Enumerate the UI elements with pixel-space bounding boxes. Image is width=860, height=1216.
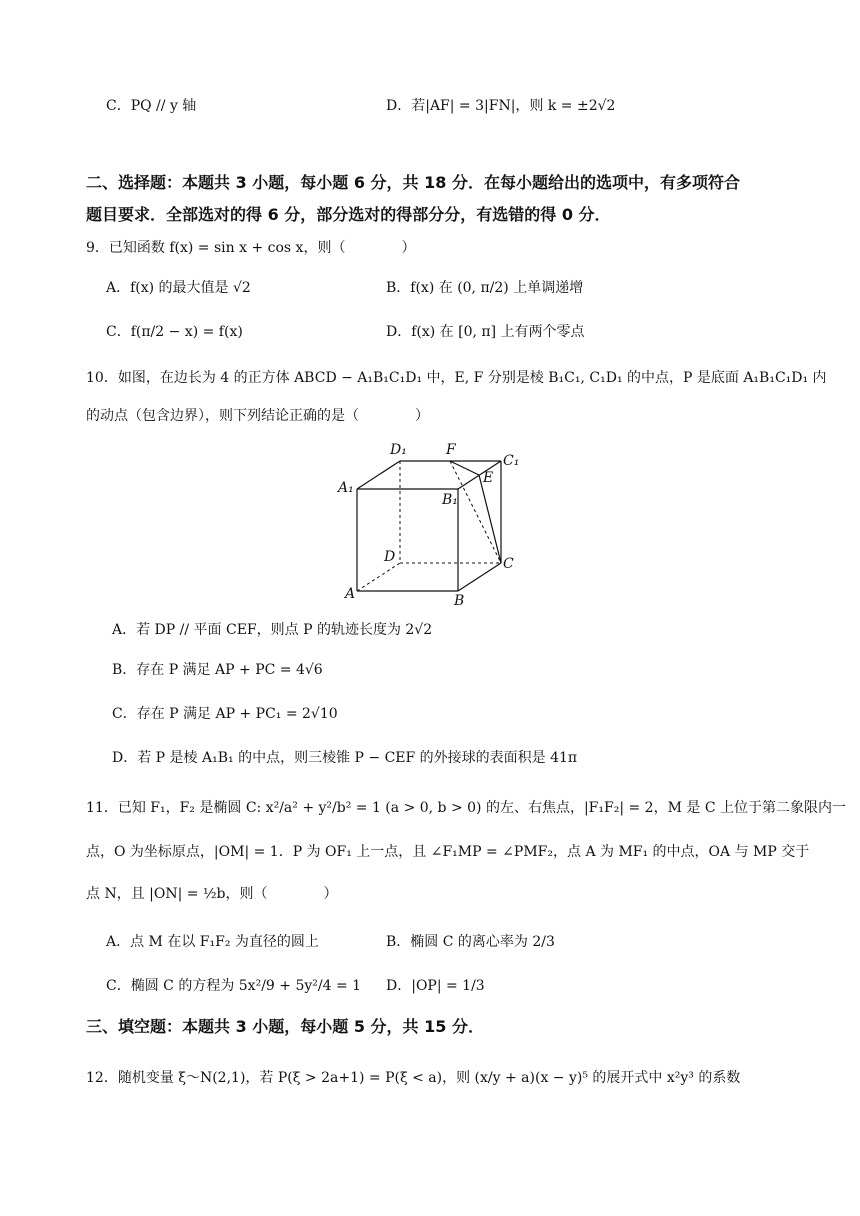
- q11-option-a: A．点 M 在以 F₁F₂ 为直径的圆上: [106, 934, 319, 950]
- label-a: A: [345, 586, 356, 602]
- segment-fe: [450, 461, 479, 475]
- q10-option-d: D．若 P 是棱 A₁B₁ 的中点，则三棱锥 P − CEF 的外接球的表面积是 41π: [112, 750, 578, 766]
- q9-stem: 9．已知函数 f(x) = sin x + cos x，则（ ）: [86, 240, 416, 256]
- edge-a1d1: [357, 461, 400, 489]
- hidden-edge-ad: [357, 563, 400, 591]
- q10-stem-line2: 的动点（包含边界），则下列结论正确的是（ ）: [86, 408, 429, 424]
- q12-stem: 12．随机变量 ξ～N(2,1)，若 P(ξ > 2a+1) = P(ξ < a)，则 (x/y + a)(x − y)⁵ 的展开式中 x²y³ 的系数: [86, 1070, 741, 1086]
- q10-option-b: B．存在 P 满足 AP + PC = 4√6: [112, 662, 323, 678]
- q11-stem-line2: 点，O 为坐标原点，|OM| = 1．P 为 OF₁ 上一点，且 ∠F₁MP = ∠PMF₂，点 A 为 MF₁ 的中点，OA 与 MP 交于: [86, 844, 810, 860]
- q11-option-d: D．|OP| = 1/3: [386, 978, 485, 994]
- section-2-heading-line2: 题目要求．全部选对的得 6 分，部分选对的得部分分，有选错的得 0 分．: [86, 205, 611, 224]
- q11-stem-line3: 点 N，且 |ON| = ½b，则（ ）: [86, 886, 338, 902]
- label-f: F: [446, 442, 456, 458]
- edge-bc: [458, 563, 501, 591]
- q11-option-b: B．椭圆 C 的离心率为 2/3: [386, 934, 555, 950]
- q9-option-a: A．f(x) 的最大值是 √2: [106, 280, 251, 296]
- q9-option-d: D．f(x) 在 [0, π] 上有两个零点: [386, 324, 585, 340]
- q11-stem-line1: 11．已知 F₁，F₂ 是椭圆 C: x²/a² + y²/b² = 1 (a > 0, b > 0) 的左、右焦点，|F₁F₂| = 2，M 是 C 上位于第二象限内一: [86, 800, 846, 816]
- label-d1: D₁: [390, 442, 407, 458]
- section-3-heading: 三、填空题：本题共 3 小题，每小题 5 分，共 15 分．: [86, 1017, 484, 1036]
- label-c1: C₁: [503, 453, 520, 469]
- label-e: E: [483, 470, 494, 486]
- segment-ec: [479, 475, 501, 563]
- label-c: C: [503, 556, 514, 572]
- q8-option-d: D．若|AF| = 3|FN|，则 k = ±2√2: [386, 98, 616, 114]
- q10-option-c: C．存在 P 满足 AP + PC₁ = 2√10: [112, 706, 338, 722]
- cube-figure: [335, 435, 535, 610]
- label-a1: A₁: [338, 480, 354, 496]
- q10-option-a: A．若 DP // 平面 CEF，则点 P 的轨迹长度为 2√2: [112, 622, 433, 638]
- q11-option-c: C．椭圆 C 的方程为 5x²/9 + 5y²/4 = 1: [106, 978, 362, 994]
- q9-option-b: B．f(x) 在 (0, π/2) 上单调递增: [386, 280, 584, 296]
- label-b: B: [454, 593, 465, 609]
- q8-option-c: C．PQ // y 轴: [106, 98, 197, 114]
- label-b1: B₁: [442, 492, 458, 508]
- label-d: D: [384, 549, 396, 565]
- section-2-heading-line1: 二、选择题：本题共 3 小题，每小题 6 分，共 18 分．在每小题给出的选项中，有多项符合: [86, 173, 740, 192]
- q10-stem-line1: 10．如图，在边长为 4 的正方体 ABCD − A₁B₁C₁D₁ 中，E, F 分别是棱 B₁C₁, C₁D₁ 的中点，P 是底面 A₁B₁C₁D₁ 内: [86, 370, 827, 386]
- q9-option-c: C．f(π/2 − x) = f(x): [106, 324, 243, 340]
